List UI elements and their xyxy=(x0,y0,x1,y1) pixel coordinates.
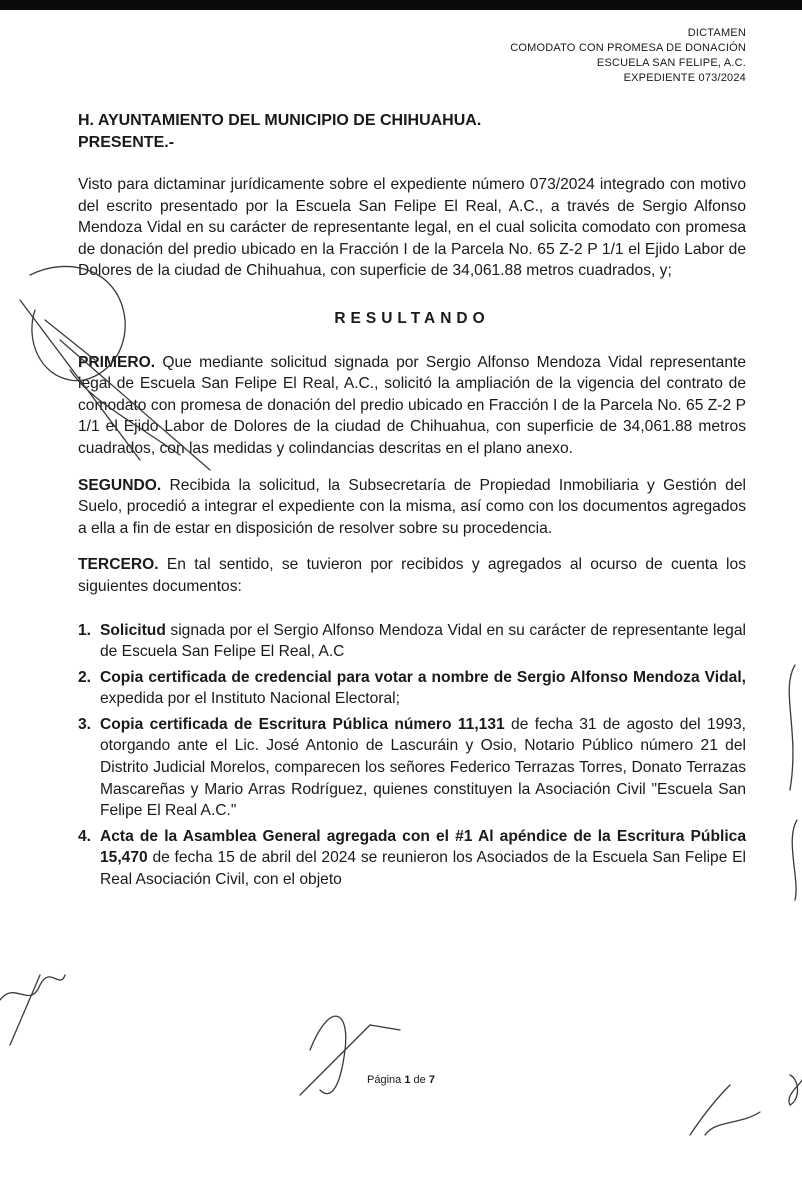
page-label: Página xyxy=(367,1074,402,1086)
document-body xyxy=(78,174,746,895)
list-item-text: expedida por el Instituto Nacional Electoral; xyxy=(100,690,400,708)
header-line-file: EXPEDIENTE 073/2024 xyxy=(623,72,746,84)
paragraph-tercero xyxy=(78,554,746,597)
list-item-number: 2. xyxy=(78,668,92,686)
segundo-label: SEGUNDO. xyxy=(78,476,162,494)
list-item-title: Copia certificada de credencial para votar a nombre de Sergio Alfonso Mendoza Vidal, xyxy=(100,668,746,686)
documents-list xyxy=(78,620,746,891)
section-title: RESULTANDO xyxy=(334,309,490,327)
list-item xyxy=(78,620,746,663)
list-item-text: de fecha 15 de abril del 2024 se reunieron los Asociados de la Escuela San Felipe El Real Asociación Civil, con el objeto xyxy=(100,849,746,889)
page-footer xyxy=(0,1074,802,1086)
right-signature xyxy=(690,1085,760,1135)
header-line-dictamen: DICTAMEN xyxy=(687,27,746,39)
segundo-text: Recibida la solicitud, la Subsecretaría de Propiedad Inmobiliaria y Gestión del Suelo, procedió a integrar el expediente con la misma, así como con los documentos agregados a ella a fin de estar en disposición de resolver sobre su procedencia. xyxy=(78,476,746,537)
addressee-presente: PRESENTE.- xyxy=(78,134,175,151)
left-signature xyxy=(0,975,65,1045)
header-line-subject: COMODATO CON PROMESA DE DONACIÓN xyxy=(510,42,746,54)
list-item-number: 1. xyxy=(78,621,92,639)
document-header xyxy=(510,26,746,86)
paragraph-segundo xyxy=(78,475,746,540)
right-edge-signature-2 xyxy=(792,820,797,900)
paragraph-primero xyxy=(78,352,746,460)
page-total: 7 xyxy=(428,1074,435,1086)
list-item-number: 4. xyxy=(78,827,92,845)
page-of-label: de xyxy=(413,1074,426,1086)
list-item-title: Solicitud xyxy=(100,621,166,639)
addressee-line: H. AYUNTAMIENTO DEL MUNICIPIO DE CHIHUAHUA. xyxy=(78,112,482,129)
page-number: 1 xyxy=(404,1074,411,1086)
intro-paragraph: Visto para dictaminar jurídicamente sobre el expediente número 073/2024 integrado con motivo del escrito presentado por la Escuela San Felipe El Real, A.C., a través de Sergio Alfonso Mendoza Vidal en su carácter de representante legal, en el cual solicita comodato con promesa de donación del predio ubicado en la Fracción I de la Parcela No. 65 Z-2 P 1/1 el Ejido Labor de Dolores de la ciudad de Chihuahua, con superficie de 34,061.88 metros cuadrados, y; xyxy=(78,176,746,280)
right-edge-signature-1 xyxy=(789,665,795,790)
primero-text: Que mediante solicitud signada por Sergio Alfonso Mendoza Vidal representante legal de Escuela San Felipe El Real, A.C., solicitó la ampliación de la vigencia del contrato de comodato con promesa de donación del predio ubicado en Fracción I de la Parcela No. 65 Z-2 P 1/1 el Ejido Labor de Dolores de la ciudad de Chihuahua, con superficie de 34,061.88 metros cuadrados, con las medidas y colindancias descritas en el plano anexo. xyxy=(78,353,746,457)
list-item-number: 3. xyxy=(78,715,92,733)
addressee xyxy=(78,110,481,154)
list-item-title: Acta de la Asamblea General agregada con el #1 Al apéndice de la Escritura Pública 15,470 xyxy=(100,827,746,867)
primero-label: PRIMERO. xyxy=(78,353,156,371)
list-item xyxy=(78,826,746,891)
list-item-text: de fecha 31 de agosto del 1993, otorgando ante el Lic. José Antonio de Lascuráin y Osio, Notario Público número 21 del Distrito Judicial Morelos, comparecen los señores Federico Terrazas Torres, Donato Terrazas Mascareñas y Mario Arras Rodríguez, quienes constituyen la Asociación Civil "Escuela San Felipe El Real A.C." xyxy=(100,715,746,820)
list-item-text: signada por el Sergio Alfonso Mendoza Vidal en su carácter de representante legal de Escuela San Felipe El Real, A.C xyxy=(100,621,746,661)
header-line-party: ESCUELA SAN FELIPE, A.C. xyxy=(596,57,746,69)
tercero-text: En tal sentido, se tuvieron por recibidos y agregados al ocurso de cuenta los siguientes documentos: xyxy=(78,556,746,595)
list-item xyxy=(78,667,746,710)
tercero-label: TERCERO. xyxy=(78,556,159,574)
list-item-title: Copia certificada de Escritura Pública número 11,131 xyxy=(100,715,505,733)
list-item xyxy=(78,714,746,822)
top-scan-edge xyxy=(0,0,802,10)
